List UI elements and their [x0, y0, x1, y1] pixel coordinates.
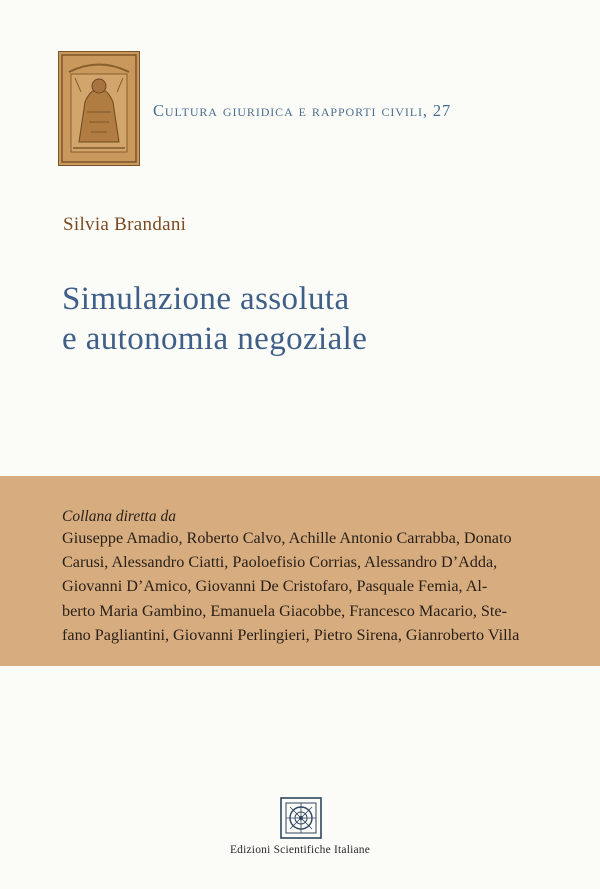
book-title-line: Simulazione assoluta: [62, 281, 350, 317]
editorial-board-names: [62, 526, 538, 647]
cover-engraving-image: [58, 51, 140, 166]
editors-line: berto Maria Gambino, Emanuela Giacobbe, Francesco Macario, Ste-: [62, 601, 507, 620]
engraving-illustration: [59, 52, 139, 165]
series-title: Cultura giuridica e rapporti civili, 27: [153, 101, 452, 120]
book-title-line: e autonomia negoziale: [62, 321, 368, 357]
author-name: Silvia Brandani: [63, 214, 187, 235]
editors-line: fano Pagliantini, Giovanni Perlingieri, Pietro Sirena, Gianroberto Villa: [62, 625, 520, 644]
editors-line: Giuseppe Amadio, Roberto Calvo, Achille Antonio Carrabba, Donato: [62, 529, 512, 547]
editorial-board-label: Collana diretta da: [62, 508, 176, 525]
book-title: [62, 279, 482, 359]
publisher-emblem-icon: [279, 796, 323, 840]
publisher-name: Edizioni Scientifiche Italiane: [229, 844, 371, 856]
editors-line: Giovanni D’Amico, Giovanni De Cristofaro, Pasquale Femia, Al-: [62, 577, 488, 596]
editors-line: Carusi, Alessandro Ciatti, Paoloefisio Corrias, Alessandro D’Adda,: [62, 553, 498, 572]
